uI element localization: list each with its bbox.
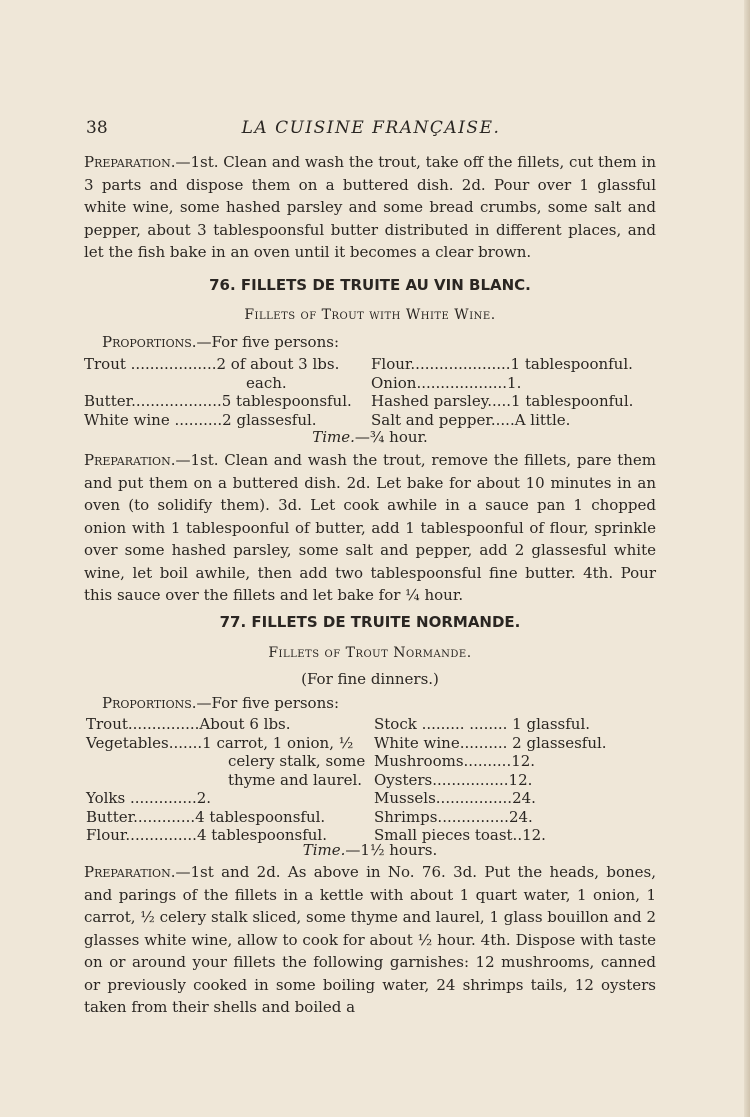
recipe-77-note: (For fine dinners.) [301, 670, 439, 688]
preparation-text: —1st and 2d. As above in No. 76. 3d. Put the heads, bones, and parings of the fillets in a kettle with about 1 quart water, 1 onion, 1 carrot, ½ celery stalk sliced, some thyme and laurel, 1 glass bouillon and 2 glasses white wine, allow to cook for about ½ hour. 4th. Dispose with taste on or around your fillets the following garnishes: 12 mushrooms, canned or previously cooked in some boiling water, 24 shrimps tails, 12 oysters taken from their shells and boiled a [84, 863, 656, 1016]
ingredient-line: Shrimps...............24. [374, 807, 533, 826]
proportions-text: —For five persons: [196, 694, 340, 712]
ingredient-line: Onion...................1. [371, 373, 522, 392]
ingredient-line: Mushrooms..........12. [374, 752, 536, 770]
proportions-text: —For five persons: [196, 333, 340, 351]
proportions-label: Proportions. [102, 333, 197, 351]
ingredient-line: Small pieces toast..12. [374, 826, 546, 844]
recipe-77-left-ingredients [86, 715, 365, 845]
recipe-77-proportions [102, 694, 339, 712]
recipe-76-subtitle: Fillets of Trout with White Wine. [244, 307, 496, 323]
ingredient-line: Mussels................24. [374, 789, 536, 807]
ingredient-line: Salt and pepper.....A little. [371, 410, 571, 429]
running-title: LA CUISINE FRANÇAISE. [241, 118, 501, 138]
ingredient-line: Butter.............4 tablespoonsful. [86, 807, 326, 826]
preparation-label: Preparation. [84, 153, 176, 171]
ingredient-line: thyme and laurel. [228, 770, 363, 789]
ingredient-line: White wine.......... 2 glassesful. [374, 733, 607, 752]
ingredient-line: Trout ..................2 of about 3 lbs. [84, 355, 340, 373]
recipe-76-heading: 76. FILLETS DE TRUITE AU VIN BLANC. [209, 276, 531, 294]
recipe-77-right-ingredients [374, 715, 607, 845]
recipe-76-right-ingredients [371, 355, 633, 429]
ingredient-line: Oysters................12. [374, 770, 533, 789]
recipe-77-heading: 77. FILLETS DE TRUITE NORMANDE. [219, 613, 521, 631]
preparation-label: Preparation. [84, 451, 176, 469]
time-label: Time. [312, 428, 355, 446]
preparation-text: —1st. Clean and wash the trout, remove the fillets, pare them and put them on a buttered dish. 2d. Let bake for about 10 minutes in an oven (to solidify them). 3d. Let cook awhile in a sauce pan 1 chopped onion with 1 tablespoonful of butter, add 1 tablespoonful of flour, sprinkle over some hashed parsley, some salt and pepper, add 2 glassesful white wine, let boil awhile, then add two tablespoonsful fine butter. 4th. Pour this sauce over the fillets and let bake for ¼ hour. [84, 451, 656, 604]
preparation-text: —1st. Clean and wash the trout, take off the fillets, cut them in 3 parts and dispose them on a buttered dish. 2d. Pour over 1 glassful white wine, some hashed parsley and some bread crumbs, some salt and pepper, about 3 tablespoonsful butter distributed in different places, and let the fish bake in an oven until it becomes a clear brown. [84, 153, 656, 261]
ingredient-line: White wine ..........2 glassesful. [84, 410, 317, 429]
ingredient-line: Hashed parsley.....1 tablespoonful. [371, 392, 634, 410]
recipe-76-time [84, 428, 656, 446]
recipe-77-preparation [84, 861, 656, 1019]
ingredient-line: Butter...................5 tablespoonsful. [84, 392, 352, 410]
proportions-label: Proportions. [102, 694, 197, 712]
time-value: —1½ hours. [345, 841, 438, 859]
recipe-76-proportions [102, 333, 339, 351]
ingredient-line: Flour...............4 tablespoonsful. [86, 826, 327, 844]
intro-preparation [84, 151, 656, 264]
ingredient-line: Flour.....................1 tablespoonful. [371, 355, 633, 373]
ingredient-line: each. [246, 373, 287, 392]
ingredient-line: celery stalk, some [228, 752, 366, 770]
preparation-label: Preparation. [84, 863, 176, 881]
recipe-76-preparation [84, 449, 656, 607]
ingredient-line: Stock ......... ........ 1 glassful. [374, 715, 591, 733]
ingredient-line: Yolks ..............2. [86, 789, 212, 807]
recipe-76-left-ingredients [84, 355, 352, 429]
time-label: Time. [302, 841, 346, 859]
time-value: —¾ hour. [354, 428, 428, 446]
ingredient-line: Vegetables.......1 carrot, 1 onion, ½ [86, 733, 354, 752]
page-number: 38 [86, 118, 108, 138]
page-edge [744, 0, 750, 1117]
running-header [86, 118, 656, 142]
recipe-77-subtitle: Fillets of Trout Normande. [268, 645, 472, 661]
ingredient-line: Trout...............About 6 lbs. [86, 715, 291, 733]
recipe-77-time [84, 841, 656, 859]
